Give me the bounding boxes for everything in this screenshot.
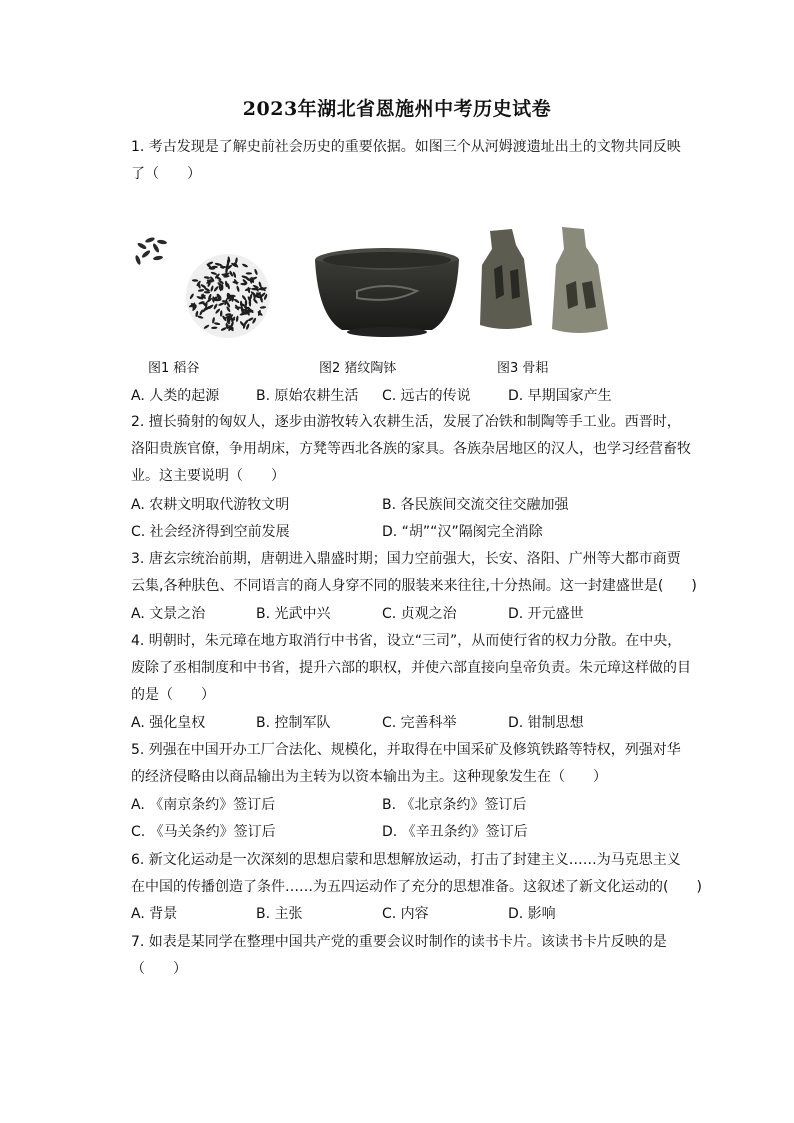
question-text: 了（ ） [131,166,201,182]
question-text: 7. 如表是某同学在整理中国共产党的重要会议时制作的读书卡片。该读书卡片反映的是 [131,934,667,950]
question-text: 4. 明朝时，朱元璋在地方取消行中书省，设立“三司”，从而使行省的权力分散。在中央， [131,633,682,649]
option-a[interactable]: A. 农耕文明取代游牧文明 [131,497,290,513]
option-d[interactable]: D. 《辛丑条约》签订后 [382,824,528,840]
option-d[interactable]: D. 影响 [508,906,556,922]
question-text: 的是（ ） [131,687,215,703]
question-text: 3. 唐玄宗统治前期，唐朝进入鼎盛时期；国力空前强大，长安、洛阳、广州等大都市商贾 [131,551,681,567]
question-text: 业。这主要说明（ ） [131,468,285,484]
figure-caption: 图3 骨耜 [497,361,549,376]
question-text: 洛阳贵族官僚，争用胡床，方凳等西北各族的家具。各族杂居地区的汉人，也学习经营畜牧 [131,441,691,457]
option-a[interactable]: A. 背景 [131,906,178,922]
question-text: 云集,各种肤色、不同语言的商人身穿不同的服装来来往往,十分热闹。这一封建盛世是( ) [131,578,697,594]
option-b[interactable]: B. 控制军队 [256,715,331,731]
question-text: （ ） [131,961,187,977]
option-a[interactable]: A. 强化皇权 [131,715,206,731]
option-c[interactable]: C. 远古的传说 [382,388,471,404]
bone-spade-image [472,225,617,343]
option-b[interactable]: B. 光武中兴 [256,606,331,622]
option-d[interactable]: D. 早期国家产生 [508,388,612,404]
page-title: 2023年湖北省恩施州中考历史试卷 [242,98,552,120]
option-a[interactable]: A. 《南京条约》签订后 [131,797,276,813]
option-b[interactable]: B. 《北京条约》签订后 [382,797,527,813]
option-c[interactable]: C. 《马关条约》签订后 [131,824,276,840]
question-text: 的经济侵略由以商品输出为主转为以资本输出为主。这种现象发生在（ ） [131,769,607,785]
option-c[interactable]: C. 社会经济得到空前发展 [131,524,290,540]
question-text: 1. 考古发现是了解史前社会历史的重要依据。如图三个从河姆渡遗址出土的文物共同反映 [131,139,681,155]
option-c[interactable]: C. 贞观之治 [382,606,457,622]
question-text: 6. 新文化运动是一次深刻的思想启蒙和思想解放运动，打击了封建主义……为马克思主义 [131,852,681,868]
question-text: 废除了丞相制度和中书省，提升六部的职权，并使六部直接向皇帝负责。朱元璋这样做的目 [131,660,691,676]
option-d[interactable]: D. “胡”“汉”隔阂完全消除 [382,524,543,540]
figure-caption: 图1 稻谷 [148,361,200,376]
option-a[interactable]: A. 文景之治 [131,606,206,622]
question-text: 在中国的传播创造了条件……为五四运动作了充分的思想准备。这叙述了新文化运动的( ) [131,879,702,895]
option-b[interactable]: B. 主张 [256,906,303,922]
option-d[interactable]: D. 钳制思想 [508,715,584,731]
option-d[interactable]: D. 开元盛世 [508,606,584,622]
option-b[interactable]: B. 原始农耕生活 [256,388,359,404]
question-text: 2. 擅长骑射的匈奴人，逐步由游牧转入农耕生活，发展了冶铁和制陶等手工业。西晋时， [131,414,681,430]
option-c[interactable]: C. 完善科举 [382,715,457,731]
option-a[interactable]: A. 人类的起源 [131,388,220,404]
option-c[interactable]: C. 内容 [382,906,429,922]
figure-caption: 图2 猪纹陶钵 [319,361,397,376]
pottery-bowl-image [312,246,462,341]
option-b[interactable]: B. 各民族间交流交往交融加强 [382,497,569,513]
rice-grain-image [130,228,270,343]
question-text: 5. 列强在中国开办工厂合法化、规模化，并取得在中国采矿及修筑铁路等特权，列强对华 [131,742,681,758]
